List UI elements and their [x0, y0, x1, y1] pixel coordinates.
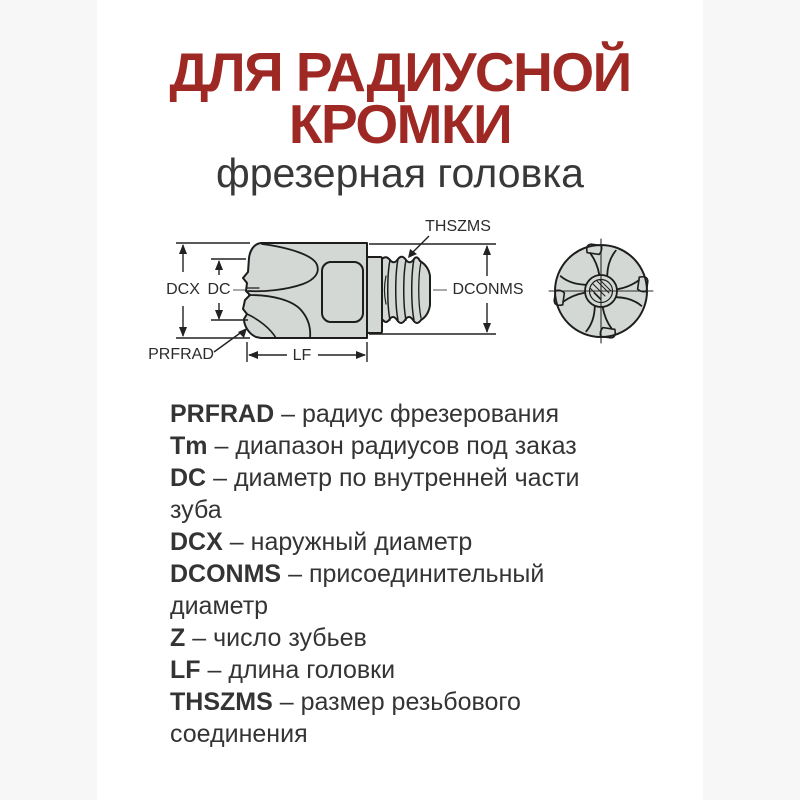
- label-thszms: THSZMS: [425, 218, 491, 235]
- label-dconms: DCONMS: [452, 281, 524, 298]
- cutter-head-side-view: [243, 243, 430, 338]
- legend-term: Tm: [170, 432, 208, 460]
- page-title: [97, 41, 703, 155]
- legend-entry: [170, 622, 620, 654]
- legend-entry: [170, 398, 620, 430]
- legend-entry: [170, 526, 620, 558]
- label-dc: DC: [207, 281, 231, 298]
- legend-entry: [170, 558, 620, 622]
- legend-entry: [170, 430, 620, 462]
- legend-desc: – радиус фрезерования: [281, 400, 559, 428]
- legend-term: DC: [170, 464, 207, 492]
- legend-term: LF: [170, 656, 201, 684]
- page-title-line2: КРОМКИ: [288, 93, 512, 155]
- legend-entry: [170, 686, 620, 750]
- legend-term: DCONMS: [170, 560, 282, 588]
- legend-term: DCX: [170, 528, 223, 556]
- legend-desc: – диаметр по внутренней части зуба: [170, 464, 580, 524]
- label-dcx: DCX: [166, 281, 200, 298]
- legend-term: Z: [170, 624, 186, 652]
- legend-desc: – длина головки: [207, 656, 396, 684]
- page-subtitle: фрезерная головка: [216, 150, 584, 196]
- legend-desc: – число зубьев: [192, 624, 367, 652]
- legend-entry: [170, 462, 620, 526]
- label-lf: LF: [292, 347, 312, 364]
- legend-desc: – размер резьбового соединения: [170, 688, 521, 748]
- legend-term: THSZMS: [170, 688, 273, 716]
- milling-head-technical-drawing: [130, 196, 700, 380]
- legend-term: PRFRAD: [170, 400, 275, 428]
- abbreviation-legend: [170, 398, 620, 750]
- legend-desc: – диапазон радиусов под заказ: [214, 432, 577, 460]
- cutter-head-front-view: [549, 239, 653, 343]
- page-title-line1: ДЛЯ РАДИУСНОЙ: [169, 41, 631, 103]
- legend-desc: – наружный диаметр: [229, 528, 473, 556]
- legend-desc: – присоединительный диаметр: [170, 560, 545, 620]
- legend-entry: [170, 654, 620, 686]
- label-prfrad: PRFRAD: [148, 346, 214, 363]
- collar: [367, 257, 382, 333]
